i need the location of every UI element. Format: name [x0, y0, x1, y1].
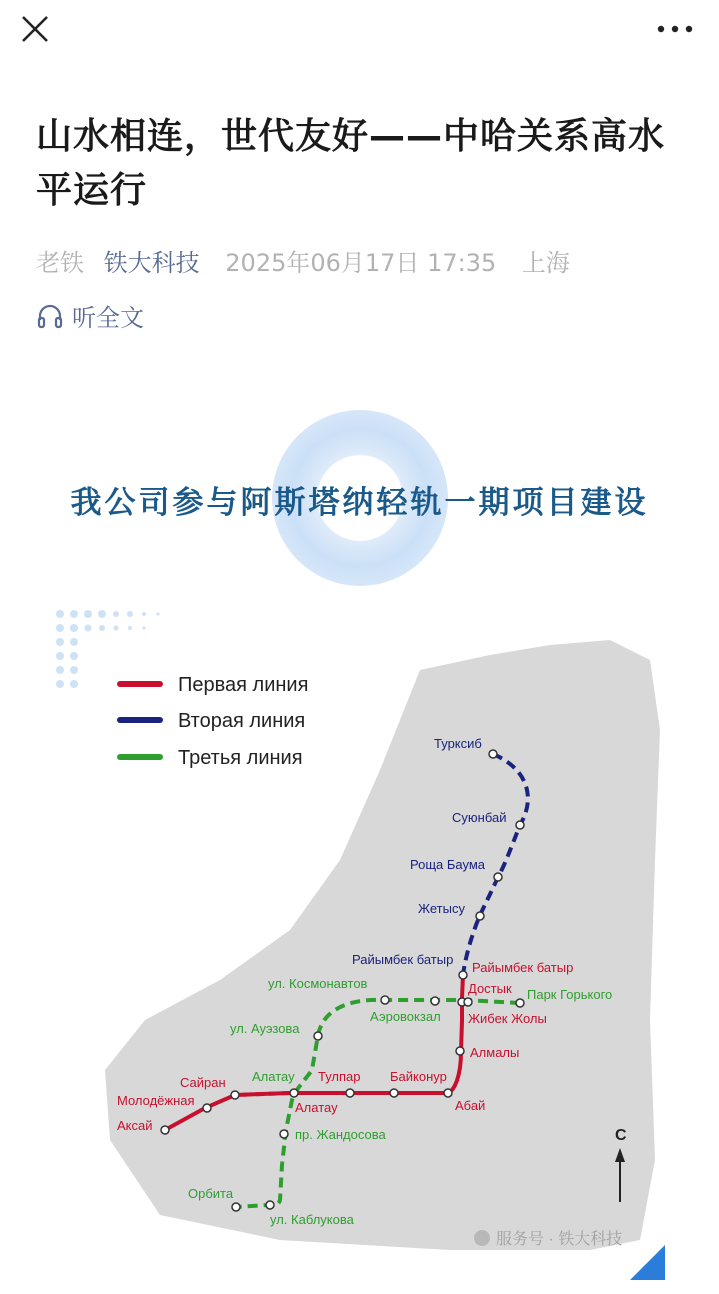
- legend: [120, 674, 308, 769]
- legend-label-3: Третья линия: [178, 747, 303, 769]
- corner-decoration: [630, 1245, 665, 1280]
- station-label: Орбита: [188, 1186, 234, 1201]
- more-button[interactable]: [655, 16, 695, 42]
- publish-date: 2025年06月17日 17:35: [225, 249, 497, 277]
- station-label: Тулпар: [318, 1069, 361, 1084]
- close-icon: [18, 12, 52, 46]
- station-label: Турксиб: [434, 736, 482, 751]
- station-label: ул. Космонавтов: [268, 976, 368, 991]
- legend-label-1: Первая линия: [178, 674, 309, 696]
- decorative-dots: [56, 610, 160, 688]
- station-label: Абай: [455, 1098, 486, 1113]
- listen-button[interactable]: [36, 298, 144, 333]
- station-label: Райымбек батыр: [352, 952, 454, 967]
- station-label: Райымбек батыр: [472, 960, 574, 975]
- station-label: Парк Горького: [527, 987, 613, 1002]
- svg-text:С: С: [615, 1127, 627, 1144]
- article-meta: [36, 243, 570, 278]
- station-label: Жибек Жолы: [468, 1011, 547, 1026]
- publish-location: 上海: [521, 249, 570, 277]
- station-label: Аэровокзал: [370, 1009, 441, 1024]
- station-label: Аксай: [117, 1118, 153, 1133]
- metro-map-image: [50, 600, 680, 1290]
- listen-label: 听全文: [72, 304, 144, 332]
- station-label: Суюнбай: [452, 810, 507, 825]
- station-label: Жетысу: [418, 901, 465, 916]
- author-name: 老铁: [36, 249, 84, 277]
- account-link[interactable]: 铁大科技: [103, 249, 200, 277]
- article-title: 山水相连，世代友好——中哈关系高水平运行: [36, 116, 666, 211]
- headphones-icon: [36, 302, 64, 330]
- svg-text:服务号 · 铁大科技: 服务号 · 铁大科技: [496, 1231, 623, 1248]
- station-label: Достык: [468, 981, 512, 996]
- station-label: Сайран: [180, 1075, 226, 1090]
- more-icon: [655, 16, 695, 42]
- top-bar: [0, 0, 719, 60]
- station-label: пр. Жандосова: [295, 1127, 386, 1142]
- section-banner: [0, 405, 719, 595]
- station-label: ул. Каблукова: [270, 1212, 354, 1227]
- station-label: Байконур: [390, 1069, 447, 1084]
- close-button[interactable]: [18, 12, 52, 46]
- station-label: Алатау: [252, 1069, 295, 1084]
- station-label: Роща Баума: [410, 857, 486, 872]
- station-label: Алмалы: [470, 1045, 520, 1060]
- watermark: [474, 1230, 622, 1248]
- station-label: Алатау: [295, 1100, 338, 1115]
- station-label: ул. Ауэзова: [230, 1021, 300, 1036]
- banner-heading: 我公司参与阿斯塔纳轻轨一期项目建设: [70, 485, 649, 521]
- legend-label-2: Вторая линия: [178, 710, 306, 732]
- station-label: Молодёжная: [117, 1093, 195, 1108]
